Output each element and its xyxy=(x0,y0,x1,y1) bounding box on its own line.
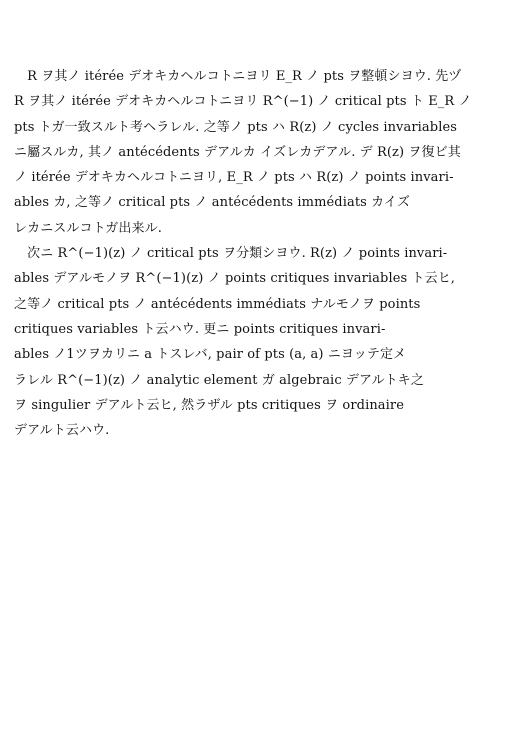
text-line: ables デアルモノヲ R^(−1)(z) ノ points critiques invariables ト云ヒ, xyxy=(14,271,456,287)
text-line: ラレル R^(−1)(z) ノ analytic element ガ algebraic デアルトキ之 xyxy=(14,372,425,388)
text-line: ノ itérée デオキカヘルコトニヨリ, E_R ノ pts ハ R(z) ノ points invari- xyxy=(14,170,454,186)
text-line: R ヲ其ノ itérée デオキカヘルコトニヨリ R^(−1) ノ critical pts ト E_R ノ xyxy=(14,94,472,110)
paragraph-classification xyxy=(14,241,504,443)
text-line: pts トガ一致スルト考ヘラレル. 之等ノ pts ハ R(z) ノ cycles invariables xyxy=(14,119,458,135)
text-line: レカニスルコトガ出来ル. xyxy=(14,220,162,236)
text-line: ables カ, 之等ノ critical pts ノ antécédents immédiats カイズ xyxy=(14,195,410,211)
paragraph-iteration xyxy=(14,64,504,241)
text-line: critiques variables ト云ハウ. 更ニ points critiques invari- xyxy=(14,321,386,337)
text-line: 次ニ R^(−1)(z) ノ critical pts ヲ分類シヨウ. R(z) ノ points invari- xyxy=(14,246,448,262)
text-line: R ヲ其ノ itérée デオキカヘルコトニヨリ E_R ノ pts ヲ整頓シヨウ. 先ヅ xyxy=(14,69,462,84)
text-line: デアルト云ハウ. xyxy=(14,423,110,439)
text-line: ables ノ1ツヲカリニ a トスレバ, pair of pts (a, a) ニヨッテ定メ xyxy=(14,347,407,363)
text-line: 之等ノ critical pts ノ antécédents immédiats ナルモノヲ points xyxy=(14,296,421,312)
handwritten-manuscript xyxy=(14,64,504,443)
text-line: ヲ singulier デアルト云ヒ, 然ラザル pts critiques ヲ ordinaire xyxy=(14,397,405,413)
text-line: ニ屬スルカ, 其ノ antécédents デアルカ イズレカデアル. デ R(z) ヲ復ビ其 xyxy=(14,144,461,160)
